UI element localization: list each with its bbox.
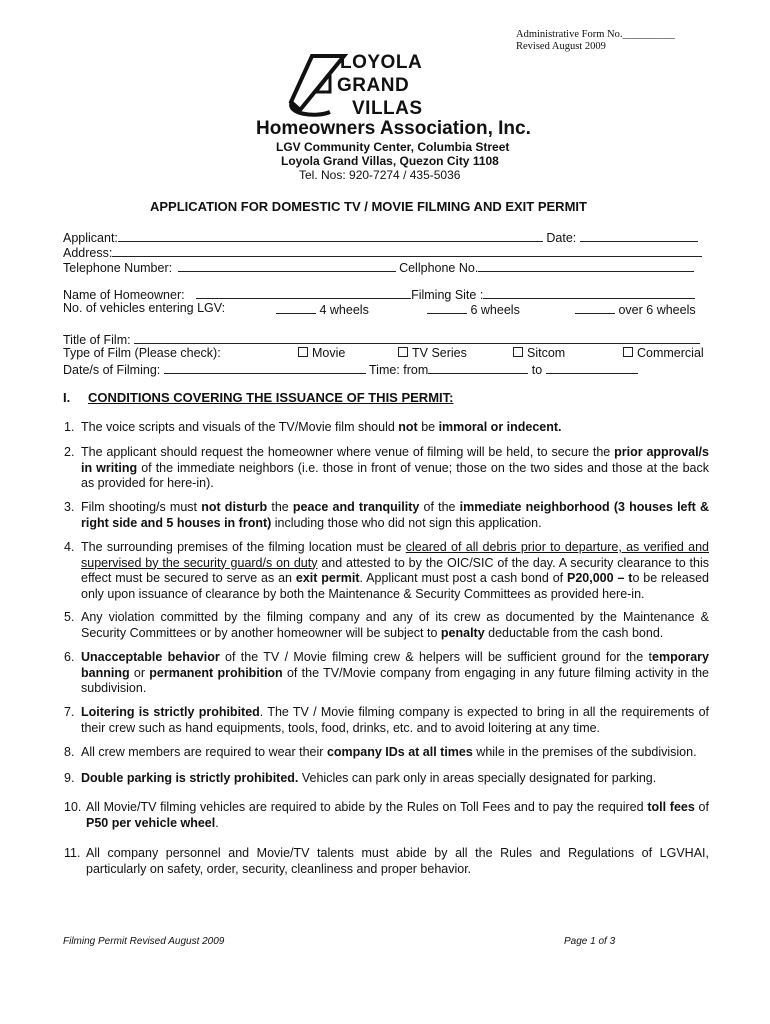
condition-emphasis: exit permit bbox=[295, 571, 360, 585]
condition-7 bbox=[64, 705, 709, 736]
condition-text: Film shooting/s must bbox=[81, 500, 202, 514]
filming-site-field[interactable] bbox=[483, 286, 695, 299]
condition-5 bbox=[64, 610, 709, 641]
condition-text: All crew members are required to wear their bbox=[81, 745, 327, 759]
applicant-label: Applicant: bbox=[63, 231, 118, 245]
vehicles-6wheel bbox=[427, 301, 520, 318]
telephone-field[interactable] bbox=[178, 259, 396, 272]
condition-emphasis: not bbox=[398, 420, 418, 434]
condition-number: 8. bbox=[64, 745, 75, 759]
org-address-1: LGV Community Center, Columbia Street bbox=[276, 140, 510, 154]
address-label: Address: bbox=[63, 246, 113, 260]
condition-text: be bbox=[417, 420, 439, 434]
film-title-field[interactable] bbox=[134, 331, 700, 344]
time-to-field[interactable] bbox=[546, 361, 638, 374]
movie-checkbox[interactable] bbox=[298, 347, 308, 357]
cellphone-field[interactable] bbox=[478, 259, 694, 272]
condition-3 bbox=[64, 500, 709, 531]
condition-text: of the TV / Movie filming crew & helpers will be sufficient ground for the t bbox=[219, 650, 653, 664]
condition-10 bbox=[64, 800, 709, 831]
condition-11 bbox=[64, 846, 709, 877]
option-movie[interactable] bbox=[298, 346, 345, 361]
date-field[interactable] bbox=[580, 229, 698, 242]
cellphone-label: Cellphone No. bbox=[399, 261, 479, 275]
condition-text: The applicant should request the homeowner where venue of filming will be held, to secure the bbox=[81, 445, 615, 459]
film-title-label: Title of Film: bbox=[63, 333, 131, 347]
six-wheel-field[interactable] bbox=[427, 301, 467, 314]
condition-text: of bbox=[694, 800, 709, 814]
condition-number: 5. bbox=[64, 610, 75, 624]
footer-page-number: Page 1 of 3 bbox=[564, 936, 616, 947]
footer-left: Filming Permit Revised August 2009 bbox=[63, 936, 225, 947]
org-telephone: Tel. Nos: 920-7274 / 435-5036 bbox=[299, 168, 461, 182]
vehicles-label: No. of vehicles entering LGV: bbox=[63, 301, 226, 315]
condition-6 bbox=[64, 650, 709, 697]
condition-text: The surrounding premises of the filming location must be bbox=[81, 540, 406, 554]
condition-text: including those who did not sign this application. bbox=[271, 515, 542, 530]
condition-emphasis: immoral or indecent. bbox=[438, 420, 562, 434]
movie-label: Movie bbox=[312, 346, 346, 360]
phone-row bbox=[63, 259, 694, 276]
date-label: Date: bbox=[546, 231, 577, 245]
film-type-label: Type of Film (Please check): bbox=[63, 346, 221, 360]
condition-text: Vehicles can park only in areas specially designated for parking. bbox=[298, 771, 657, 785]
org-address-2: Loyola Grand Villas, Quezon City 1108 bbox=[281, 154, 499, 168]
condition-8 bbox=[64, 745, 709, 761]
condition-text: while in the premises of the subdivision. bbox=[472, 745, 697, 759]
condition-emphasis: Double parking is strictly prohibited. bbox=[81, 771, 299, 785]
filming-site-label: Filming Site : bbox=[411, 288, 484, 302]
vehicles-over6wheel bbox=[575, 301, 696, 318]
condition-number: 9. bbox=[64, 771, 75, 785]
commercial-label: Commercial bbox=[637, 346, 704, 360]
condition-text: o be released only upon issuance of clearance by both the Maintenance & Security Committees as provided here-in. bbox=[81, 571, 709, 601]
admin-form-no: Administrative Form No.__________ bbox=[516, 29, 675, 40]
condition-emphasis: company IDs at all times bbox=[326, 745, 473, 759]
option-sitcom[interactable] bbox=[513, 346, 565, 361]
condition-emphasis: not disturb bbox=[201, 500, 268, 514]
condition-9 bbox=[64, 771, 709, 787]
condition-text: . Applicant must post a cash bond of bbox=[359, 571, 567, 585]
time-from-field[interactable] bbox=[428, 361, 528, 374]
condition-emphasis: penalty bbox=[440, 625, 485, 640]
condition-number: 3. bbox=[64, 500, 75, 514]
condition-text: Any violation committed by the filming company and any of its crew as documented by the Maintenance & Security Committees or by another homeowner will be subject to bbox=[81, 610, 709, 640]
telephone-label: Telephone Number: bbox=[63, 261, 173, 275]
condition-text: All Movie/TV filming vehicles are required to abide by the Rules on Toll Fees and to pay the required bbox=[86, 800, 648, 814]
condition-text: the bbox=[267, 500, 293, 514]
over-six-wheel-label: over 6 wheels bbox=[618, 303, 696, 317]
condition-underlined: cleared of all debris prior to departure, as verified and supervised by the security guard/s on duty bbox=[81, 540, 709, 570]
four-wheel-field[interactable] bbox=[276, 301, 316, 314]
over-six-wheel-field[interactable] bbox=[575, 301, 615, 314]
condition-emphasis: toll fees bbox=[647, 800, 695, 814]
condition-text: All company personnel and Movie/TV talents must abide by all the Rules and Regulations of LGVHAI, particularly on safety, order, security, cleanliness and proper behavior. bbox=[86, 846, 709, 876]
condition-text: of the bbox=[419, 500, 460, 514]
homeowner-label: Name of Homeowner: bbox=[63, 288, 185, 302]
condition-emphasis: Unacceptable behavior bbox=[81, 650, 220, 664]
condition-2 bbox=[64, 445, 709, 492]
logo-text-villas: VILLAS bbox=[352, 98, 423, 119]
commercial-checkbox[interactable] bbox=[623, 347, 633, 357]
logo-text-grand: GRAND bbox=[337, 75, 410, 96]
condition-emphasis: P20,000 – t bbox=[567, 571, 633, 585]
condition-text: . bbox=[215, 815, 219, 830]
filming-dates-field[interactable] bbox=[164, 361, 366, 374]
filming-dates-label: Date/s of Filming: bbox=[63, 363, 161, 377]
option-commercial[interactable] bbox=[623, 346, 704, 361]
condition-text: deductable from the cash bond. bbox=[484, 625, 664, 640]
condition-text: of the TV/Movie company from engaging in any future filming activity in the subdivision. bbox=[81, 665, 709, 695]
condition-1 bbox=[64, 420, 709, 436]
condition-number: 1. bbox=[64, 420, 75, 434]
condition-emphasis: peace and tranquility bbox=[292, 500, 420, 514]
time-from-label: Time: from bbox=[369, 363, 429, 377]
condition-text: of the immediate neighbors (i.e. those in front of venue; those on the two sides and those at the back as provided for here-in). bbox=[81, 460, 709, 490]
condition-number: 4. bbox=[64, 540, 75, 554]
section-title: CONDITIONS COVERING THE ISSUANCE OF THIS PERMIT: bbox=[88, 390, 454, 405]
condition-text: or bbox=[129, 665, 150, 680]
filming-dates-row bbox=[63, 361, 638, 378]
condition-number: 2. bbox=[64, 445, 75, 459]
condition-emphasis: emporary banning bbox=[81, 650, 709, 680]
form-title: APPLICATION FOR DOMESTIC TV / MOVIE FILMING AND EXIT PERMIT bbox=[150, 199, 587, 214]
org-name: Homeowners Association, Inc. bbox=[256, 118, 531, 139]
time-to-label: to bbox=[531, 363, 543, 377]
applicant-field[interactable] bbox=[118, 229, 543, 242]
four-wheel-label: 4 wheels bbox=[319, 303, 369, 317]
condition-number: 11. bbox=[64, 846, 81, 860]
condition-emphasis: immediate neighborhood (3 houses left & right side and 5 houses in front) bbox=[81, 500, 710, 530]
condition-emphasis: prior approval/s in writing bbox=[81, 445, 709, 475]
condition-emphasis: P50 per vehicle wheel bbox=[86, 815, 216, 830]
sitcom-label: Sitcom bbox=[527, 346, 566, 360]
section-number: I. bbox=[63, 390, 71, 405]
sitcom-checkbox[interactable] bbox=[513, 347, 523, 357]
logo-text-loyola: LOYOLA bbox=[340, 52, 423, 73]
tv-series-checkbox[interactable] bbox=[398, 347, 408, 357]
condition-text: The voice scripts and visuals of the TV/Movie film should bbox=[81, 420, 399, 434]
admin-revised: Revised August 2009 bbox=[516, 41, 606, 52]
homeowner-field[interactable] bbox=[196, 286, 411, 299]
tv-series-label: TV Series bbox=[412, 346, 467, 360]
condition-text: . The TV / Movie filming company is expected to bring in all the requirements of their crew such as hand equipments, tools, food, drinks, etc. and to avoid loitering at any time. bbox=[81, 705, 709, 735]
condition-number: 10. bbox=[64, 800, 82, 814]
vehicles-4wheel bbox=[276, 301, 369, 318]
option-tv-series[interactable] bbox=[398, 346, 467, 361]
address-field[interactable] bbox=[112, 244, 702, 257]
condition-number: 6. bbox=[64, 650, 75, 664]
six-wheel-label: 6 wheels bbox=[470, 303, 520, 317]
condition-emphasis: permanent prohibition bbox=[149, 665, 283, 680]
condition-text: and attested to by the OIC/SIC of the day. A security clearance to this effect must be secured to serve as an bbox=[81, 555, 709, 585]
condition-number: 7. bbox=[64, 705, 75, 719]
condition-4 bbox=[64, 540, 709, 602]
condition-emphasis: Loitering is strictly prohibited bbox=[81, 705, 260, 719]
